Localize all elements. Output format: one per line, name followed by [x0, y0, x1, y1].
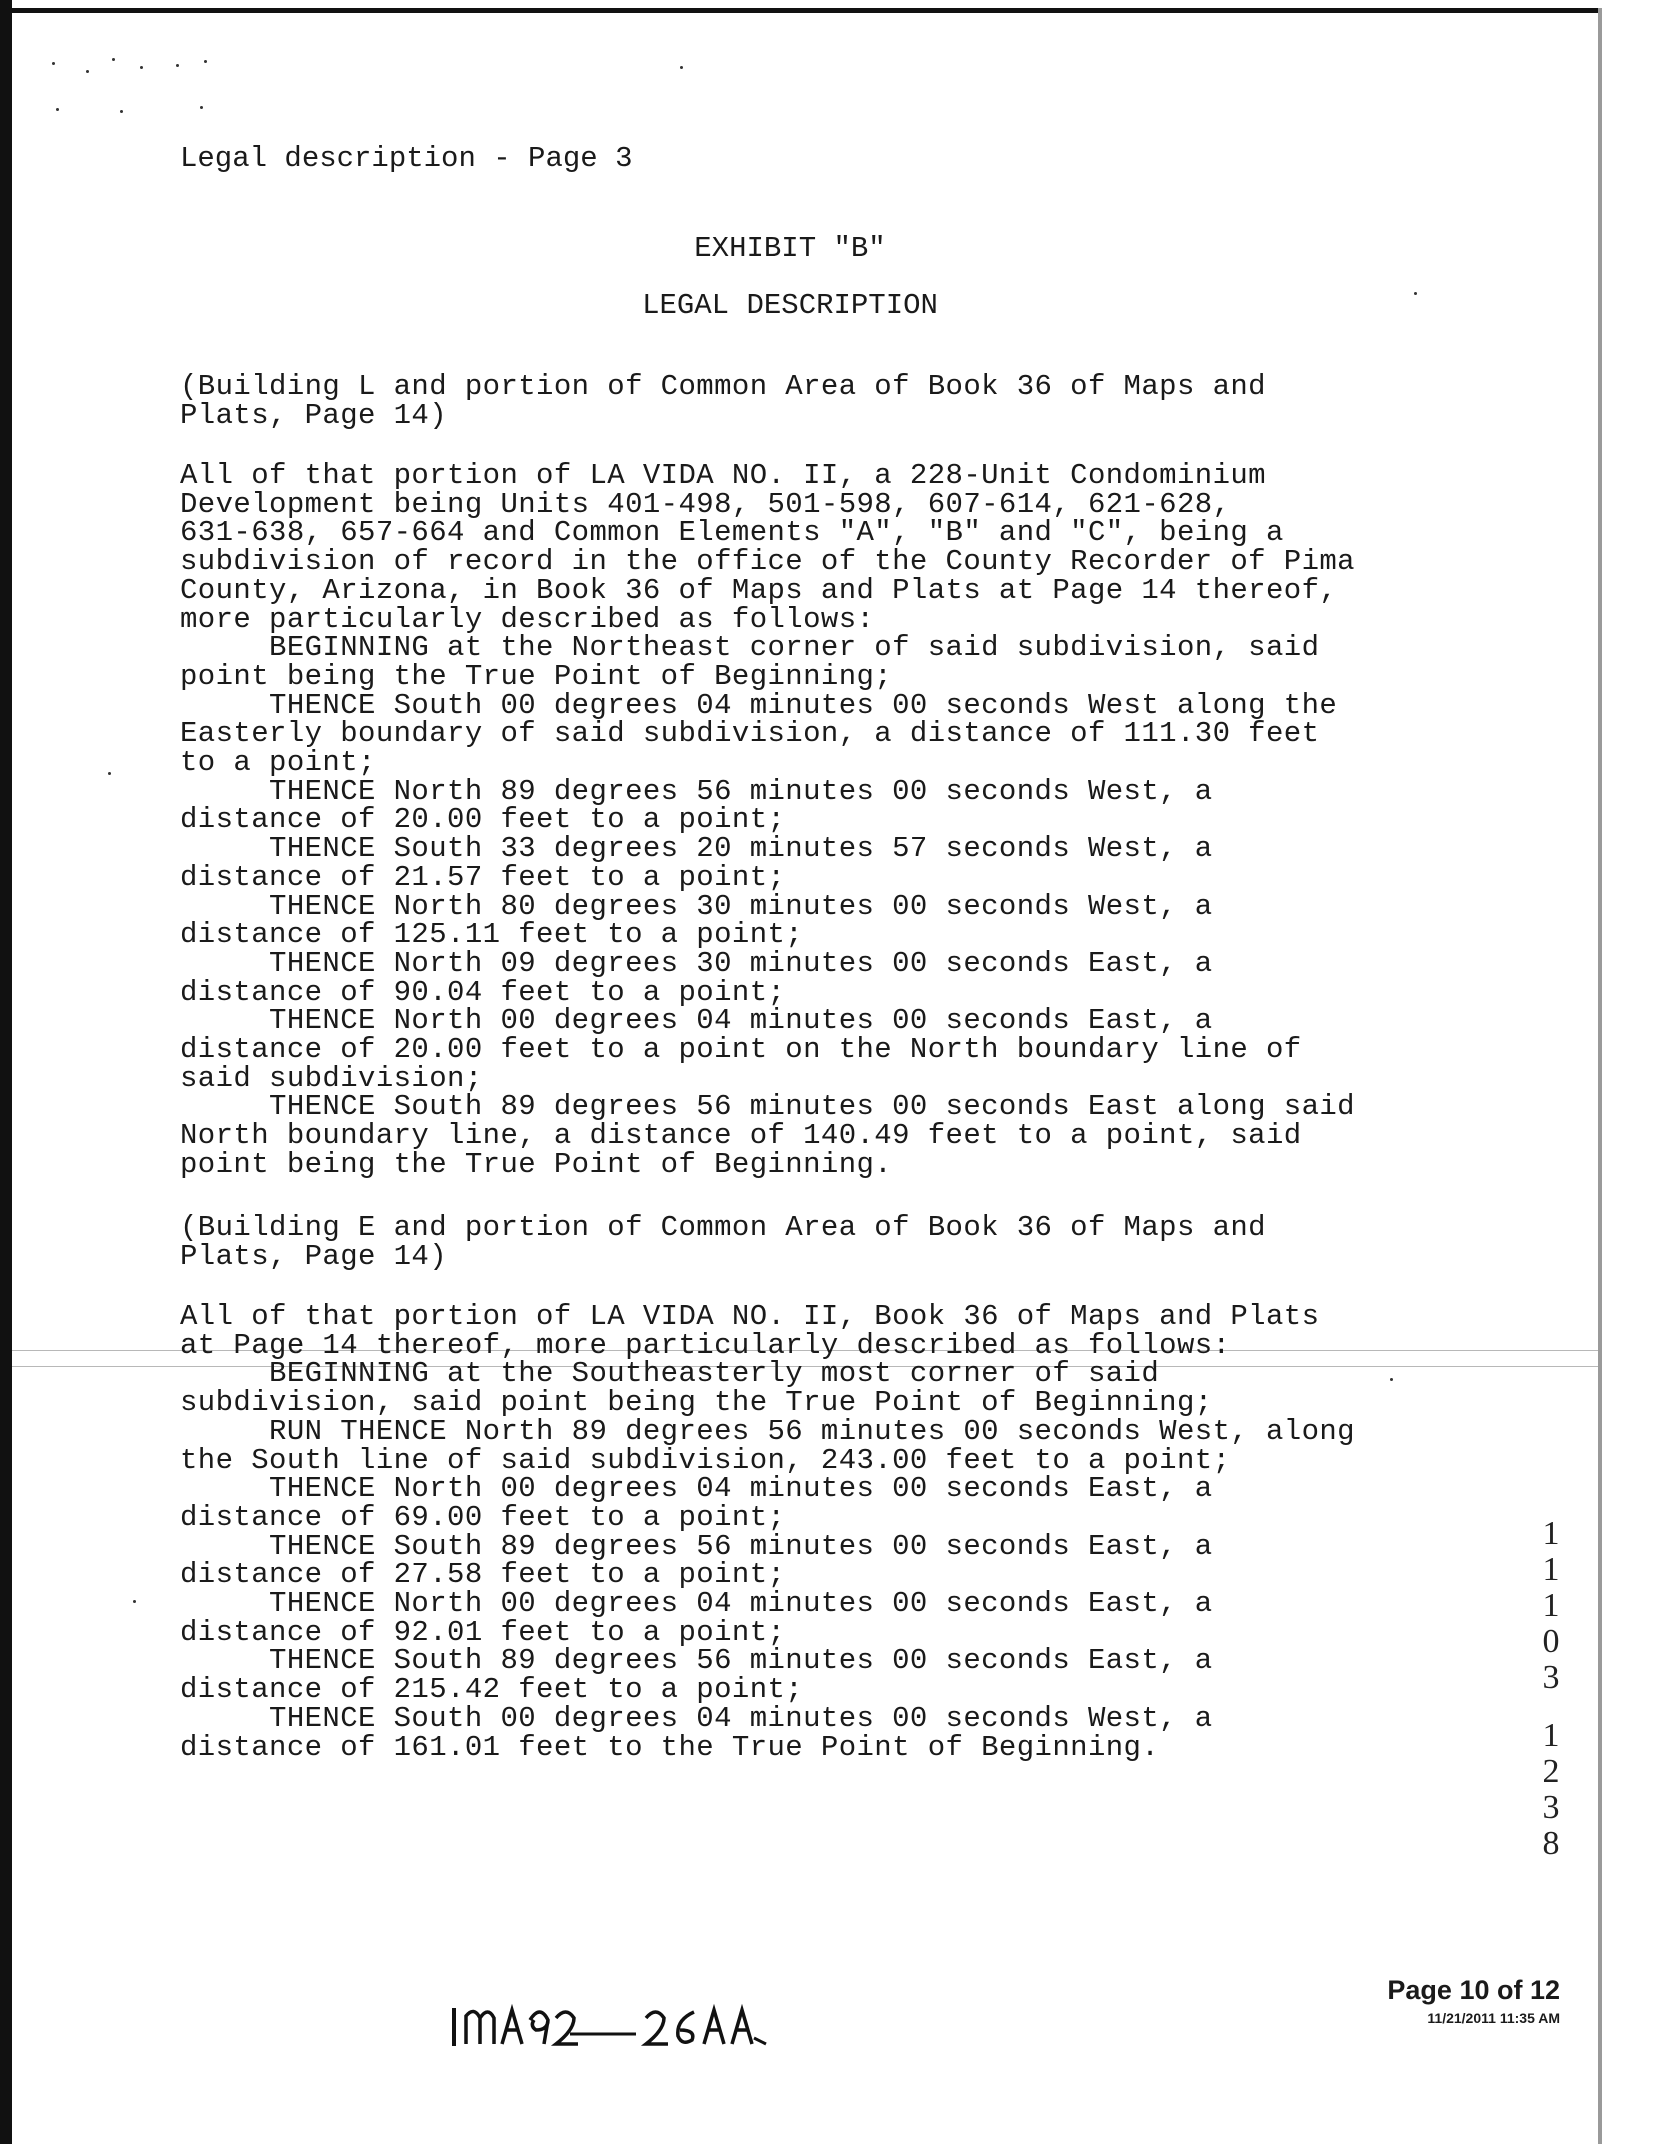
page-number: Page 10 of 12 — [1387, 1975, 1560, 2005]
page-header: Legal description - Page 3 — [180, 142, 633, 175]
print-timestamp: 11/21/2011 11:35 AM — [1427, 2010, 1560, 2026]
margin-recording-stamp — [1536, 1516, 1566, 1862]
section-2-body: All of that portion of LA VIDA NO. II, Book 36 of Maps and Plats at Page 14 thereof, more particularly described as follows: BEGINNING at the Southeasterly most corner of said subdivision, said point being the True Point of Beginning; RUN THENCE North 89 degrees 56 minutes 00 seconds West, along the South line of said subdivision, 243.00 feet to a point; THENCE North 00 degrees 04 minutes 00 seconds East, a distance of 69.00 feet to a point; THENCE South 89 degrees 56 minutes 00 seconds East, a distance of 27.58 feet to a point; THENCE North 00 degrees 04 minutes 00 seconds East, a distance of 92.01 feet to a point; THENCE South 89 degrees 56 minutes 00 seconds East, a distance of 215.42 feet to a point; THENCE South 00 degrees 04 minutes 00 seconds West, a distance of 161.01 feet to the True Point of Beginning. — [180, 1300, 1355, 1764]
handwritten-annotation — [450, 2000, 790, 2050]
scan-border-right — [1598, 8, 1602, 2144]
scan-speck — [52, 62, 55, 65]
scan-speck — [86, 70, 89, 73]
section-1-body: All of that portion of LA VIDA NO. II, a 228-Unit Condominium Development being Units 401-498, 501-598, 607-614, 621-628, 631-638, 657-664 and Common Elements "A", "B" and "C", being a subdivision of record in the office of the County Recorder of Pima County, Arizona, in Book 36 of Maps and Plats at Page 14 thereof, more particularly described as follows: BEGINNING at the Northeast corner of said subdivision, said point being the True Point of Beginning; THENCE South 00 degrees 04 minutes 00 seconds West along the Easterly boundary of said subdivision, a distance of 111.30 feet to a point; THENCE North 89 degrees 56 minutes 00 seconds West, a distance of 20.00 feet to a point; THENCE South 33 degrees 20 minutes 57 seconds West, a distance of 21.57 feet to a point; THENCE North 80 degrees 30 minutes 00 seconds West, a distance of 125.11 feet to a point; THENCE North 09 degrees 30 minutes 00 seconds East, a distance of 90.04 feet to a point; THENCE North 00 degrees 04 minutes 00 seconds East, a distance of 20.00 feet to a point on the North boundary line of said subdivision; THENCE South 89 degrees 56 minutes 00 seconds East along said North boundary line, a distance of 140.49 feet to a point, said point being the True Point of Beginning. — [180, 459, 1355, 1181]
document-subtitle: LEGAL DESCRIPTION — [642, 289, 938, 322]
scan-speck — [56, 108, 59, 111]
scan-speck — [176, 64, 179, 67]
stamp-digit: 1 — [1542, 1717, 1560, 1754]
stamp-digit: 2 — [1542, 1753, 1560, 1790]
stamp-digit: 1 — [1542, 1587, 1560, 1624]
scan-border-top — [12, 8, 1602, 13]
scan-speck — [112, 58, 115, 61]
scan-speck — [680, 66, 683, 69]
scan-speck — [133, 1600, 136, 1603]
stamp-gap — [1536, 1696, 1566, 1718]
section-1-caption: (Building L and portion of Common Area of Book 36 of Maps and Plats, Page 14) — [180, 370, 1266, 432]
section-2-caption: (Building E and portion of Common Area of Book 36 of Maps and Plats, Page 14) — [180, 1211, 1266, 1273]
stamp-digit: 0 — [1542, 1623, 1560, 1660]
exhibit-title: EXHIBIT "B" — [694, 232, 886, 265]
scan-speck — [200, 106, 203, 109]
scan-speck — [108, 772, 111, 775]
stamp-digit: 8 — [1542, 1825, 1560, 1862]
stamp-digit: 3 — [1542, 1659, 1560, 1696]
scan-speck — [204, 60, 207, 63]
scan-speck — [140, 66, 143, 69]
stamp-digit: 1 — [1542, 1515, 1560, 1552]
scan-speck — [120, 110, 123, 113]
stamp-digit: 3 — [1542, 1789, 1560, 1826]
stamp-digit: 1 — [1542, 1551, 1560, 1588]
